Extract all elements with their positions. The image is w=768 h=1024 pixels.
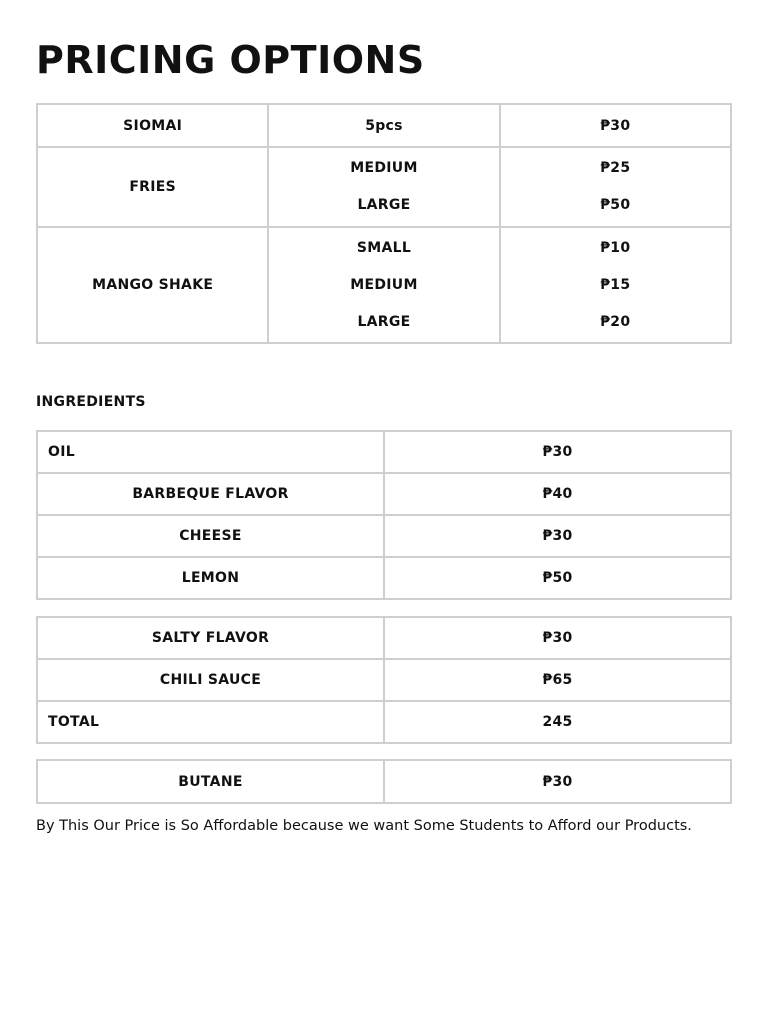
item-name-mango-shake: MANGO SHAKE bbox=[37, 227, 268, 343]
price-label: ₱15 bbox=[600, 276, 631, 293]
pricing-table bbox=[36, 103, 732, 344]
ingredient-name: BUTANE bbox=[37, 760, 384, 803]
table-row bbox=[37, 147, 731, 227]
table-row bbox=[37, 227, 731, 343]
total-label: TOTAL bbox=[37, 701, 384, 743]
ingredient-price: ₱30 bbox=[384, 515, 731, 557]
item-size-siomai: 5pcs bbox=[268, 104, 499, 147]
ingredient-name: SALTY FLAVOR bbox=[37, 617, 384, 659]
size-label: LARGE bbox=[357, 313, 411, 330]
ingredients-table bbox=[36, 616, 732, 744]
page-title: PRICING OPTIONS bbox=[36, 38, 425, 82]
ingredient-name: BARBEQUE FLAVOR bbox=[37, 473, 384, 515]
ingredient-price: ₱30 bbox=[384, 760, 731, 803]
table-row bbox=[37, 760, 731, 803]
size-label: MEDIUM bbox=[350, 276, 418, 293]
ingredient-price: ₱65 bbox=[384, 659, 731, 701]
footer-note: By This Our Price is So Affordable because we want Some Students to Afford our Products. bbox=[36, 818, 692, 834]
ingredient-name: CHEESE bbox=[37, 515, 384, 557]
ingredient-name: CHILI SAUCE bbox=[37, 659, 384, 701]
ingredient-price: ₱30 bbox=[384, 617, 731, 659]
table-row bbox=[37, 431, 731, 473]
item-sizes-fries bbox=[268, 147, 499, 227]
item-prices-mango-shake bbox=[500, 227, 731, 343]
item-prices-fries bbox=[500, 147, 731, 227]
size-label: MEDIUM bbox=[350, 160, 418, 176]
ingredient-price: ₱30 bbox=[384, 431, 731, 473]
size-label: LARGE bbox=[357, 197, 411, 213]
table-row bbox=[37, 659, 731, 701]
price-label: ₱25 bbox=[600, 160, 631, 176]
item-price-siomai: ₱30 bbox=[500, 104, 731, 147]
ingredients-table bbox=[36, 430, 732, 600]
table-row bbox=[37, 104, 731, 147]
table-row bbox=[37, 515, 731, 557]
ingredient-name: OIL bbox=[37, 431, 384, 473]
total-value: 245 bbox=[384, 701, 731, 743]
table-row bbox=[37, 473, 731, 515]
price-label: ₱50 bbox=[600, 197, 631, 213]
table-row bbox=[37, 617, 731, 659]
item-name-siomai: SIOMAI bbox=[37, 104, 268, 147]
table-row bbox=[37, 701, 731, 743]
ingredient-price: ₱50 bbox=[384, 557, 731, 599]
ingredient-price: ₱40 bbox=[384, 473, 731, 515]
ingredients-table bbox=[36, 759, 732, 804]
price-label: ₱20 bbox=[600, 313, 631, 330]
table-row bbox=[37, 557, 731, 599]
item-sizes-mango-shake bbox=[268, 227, 499, 343]
item-name-fries: FRIES bbox=[37, 147, 268, 227]
price-label: ₱10 bbox=[600, 239, 631, 256]
ingredients-heading: INGREDIENTS bbox=[36, 394, 146, 410]
ingredient-name: LEMON bbox=[37, 557, 384, 599]
size-label: SMALL bbox=[356, 239, 412, 256]
